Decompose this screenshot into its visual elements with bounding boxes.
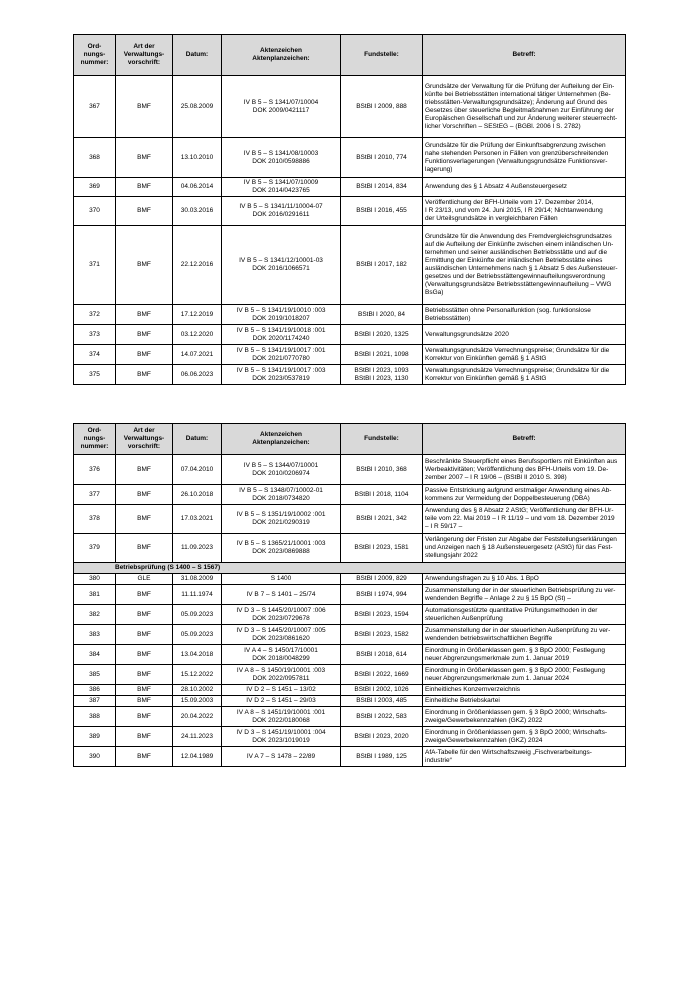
cell-datum: 20.04.2022 (173, 707, 222, 727)
cell-ordnungsnummer: 388 (74, 707, 116, 727)
cell-datum: 28.10.2002 (173, 685, 222, 696)
cell-aktenzeichen: IV B 5 – S 1341/11/10004-07 DOK 2016/0291611 (222, 197, 341, 226)
cell-ordnungsnummer: 383 (74, 625, 116, 645)
table-row (74, 226, 626, 305)
cell-fundstelle: BStBl I 2022, 583 (341, 707, 423, 727)
cell-ordnungsnummer: 380 (74, 574, 116, 585)
cell-art: BMF (116, 505, 173, 534)
cell-datum: 13.04.2018 (173, 645, 222, 665)
cell-art: BMF (116, 696, 173, 707)
cell-ordnungsnummer: 367 (74, 76, 116, 138)
table-row (74, 325, 626, 345)
regulations-table-1 (73, 34, 626, 385)
cell-aktenzeichen: IV B 5 – S 1341/07/10004 DOK 2009/0421117 (222, 76, 341, 138)
cell-betreff: Verwaltungsgrundsätze Verrechnungspreise; Grundsätze für die Korrektur von Einkünften gemäß § 1 AStG (423, 345, 626, 365)
cell-fundstelle: BStBl I 2020, 84 (341, 305, 423, 325)
cell-art: BMF (116, 226, 173, 305)
table-row (74, 534, 626, 563)
cell-fundstelle: BStBl I 2010, 774 (341, 138, 423, 178)
cell-ordnungsnummer: 371 (74, 226, 116, 305)
cell-ordnungsnummer: 382 (74, 605, 116, 625)
cell-fundstelle: BStBl I 2018, 1104 (341, 485, 423, 505)
table-row (74, 574, 626, 585)
cell-fundstelle: BStBl I 2023, 1581 (341, 534, 423, 563)
table-row (74, 197, 626, 226)
cell-datum: 13.10.2010 (173, 138, 222, 178)
cell-betreff: AfA-Tabelle für den Wirtschaftszweig „Fischverarbeitungs- industrie“ (423, 747, 626, 767)
header-ordnungsnummer: Ord- nungs- nummer: (74, 35, 116, 76)
cell-betreff: Anwendungsfragen zu § 10 Abs. 1 BpO (423, 574, 626, 585)
cell-fundstelle: BStBl I 2014, 834 (341, 178, 423, 197)
cell-betreff: Anwendung des § 8 Absatz 2 AStG; Veröffentlichung der BFH-Ur- teile vom 22. Mai 2019 – I R 11/19 – und vom 18. Dezember 2019 – I R 59/17 – (423, 505, 626, 534)
cell-ordnungsnummer: 378 (74, 505, 116, 534)
cell-art: BMF (116, 138, 173, 178)
cell-fundstelle: BStBl I 2010, 368 (341, 455, 423, 485)
cell-datum: 05.09.2023 (173, 625, 222, 645)
cell-datum: 11.09.2023 (173, 534, 222, 563)
cell-datum: 06.06.2023 (173, 365, 222, 385)
cell-ordnungsnummer: 381 (74, 585, 116, 605)
cell-betreff: Grundsätze für die Prüfung der Einkunftsabgrenzung zwischen nahe stehenden Personen in Fällen von grenzüberschreitenden Funktionsverlagerungen (Verwaltungsgrundsätze Funktionsver- lagerung) (423, 138, 626, 178)
cell-datum: 12.04.1989 (173, 747, 222, 767)
cell-art: BMF (116, 178, 173, 197)
cell-aktenzeichen: IV B 5 – S 1365/21/10001 :003 DOK 2023/0869888 (222, 534, 341, 563)
cell-aktenzeichen: IV D 3 – S 1451/19/10001 :004 DOK 2023/1019019 (222, 727, 341, 747)
cell-betreff: Automationsgestützte quantitative Prüfungsmethoden in der steuerlichen Außenprüfung (423, 605, 626, 625)
header-ordnungsnummer: Ord- nungs- nummer: (74, 424, 116, 455)
cell-ordnungsnummer: 377 (74, 485, 116, 505)
cell-art: GLE (116, 574, 173, 585)
cell-datum: 24.11.2023 (173, 727, 222, 747)
cell-datum: 11.11.1974 (173, 585, 222, 605)
cell-aktenzeichen: IV B 5 – S 1341/19/10017 :003 DOK 2023/0537819 (222, 365, 341, 385)
header-aktenzeichen: Aktenzeichen Aktenplanzeichen: (222, 424, 341, 455)
table-row (74, 76, 626, 138)
cell-art: BMF (116, 365, 173, 385)
cell-art: BMF (116, 534, 173, 563)
header-art: Art der Verwaltungs- vorschrift: (116, 424, 173, 455)
table-row (74, 178, 626, 197)
cell-datum: 03.12.2020 (173, 325, 222, 345)
table-row (74, 696, 626, 707)
header-aktenzeichen: Aktenzeichen Aktenplanzeichen: (222, 35, 341, 76)
cell-fundstelle: BStBl I 2022, 1669 (341, 665, 423, 685)
cell-betreff: Passive Entstrickung aufgrund erstmaliger Anwendung eines Ab- kommens zur Vermeidung der Doppelbesteuerung (DBA) (423, 485, 626, 505)
table-row (74, 485, 626, 505)
section-row (74, 563, 626, 574)
table-row (74, 605, 626, 625)
cell-datum: 05.09.2023 (173, 605, 222, 625)
cell-art: BMF (116, 645, 173, 665)
table-row (74, 665, 626, 685)
cell-art: BMF (116, 485, 173, 505)
cell-ordnungsnummer: 375 (74, 365, 116, 385)
cell-ordnungsnummer: 370 (74, 197, 116, 226)
cell-ordnungsnummer: 389 (74, 727, 116, 747)
cell-ordnungsnummer: 373 (74, 325, 116, 345)
table-row (74, 707, 626, 727)
cell-art: BMF (116, 345, 173, 365)
table-row (74, 727, 626, 747)
cell-art: BMF (116, 727, 173, 747)
cell-aktenzeichen: IV D 2 – S 1451 – 29/03 (222, 696, 341, 707)
cell-fundstelle: BStBl I 2023, 2020 (341, 727, 423, 747)
cell-ordnungsnummer: 379 (74, 534, 116, 563)
header-art: Art der Verwaltungs- vorschrift: (116, 35, 173, 76)
header-fundstelle: Fundstelle: (341, 35, 423, 76)
cell-betreff: Veröffentlichung der BFH-Urteile vom 17. Dezember 2014, I R 23/13, und vom 24. Juni 2015, I R 29/14; Nichtanwendung der Urteilsgrundsätze in vergleichbaren Fällen (423, 197, 626, 226)
cell-betreff: Einheitliches Konzernverzeichnis (423, 685, 626, 696)
cell-datum: 07.04.2010 (173, 455, 222, 485)
cell-datum: 15.12.2022 (173, 665, 222, 685)
header-datum: Datum: (173, 35, 222, 76)
cell-betreff: Anwendung des § 1 Absatz 4 Außensteuergesetz (423, 178, 626, 197)
header-betreff: Betreff: (423, 424, 626, 455)
cell-art: BMF (116, 76, 173, 138)
cell-aktenzeichen: IV B 5 – S 1348/07/10002-01 DOK 2018/0734820 (222, 485, 341, 505)
header-fundstelle: Fundstelle: (341, 424, 423, 455)
table-row (74, 455, 626, 485)
cell-datum: 31.08.2009 (173, 574, 222, 585)
cell-aktenzeichen: IV B 5 – S 1341/19/10017 :001 DOK 2021/0770780 (222, 345, 341, 365)
table-row (74, 625, 626, 645)
cell-betreff: Grundsätze der Verwaltung für die Prüfung der Aufteilung der Ein- künfte bei Betriebsstätten international tätiger Unternehmen (Be- triebsstätten-Verwaltungsgrundsätze); Änderung auf Grund des Gesetzes über steuerliche Begleitmaßnahmen zur Einführung der Europäischen Gesellschaft und zur Änderung weiterer steuerrecht- licher Vorschriften – SEStEG – (BGBl. 2006 I S. 2782) (423, 76, 626, 138)
cell-betreff: Einheitliche Betriebskartei (423, 696, 626, 707)
cell-aktenzeichen: IV A 8 – S 1451/19/10001 :001 DOK 2022/0180068 (222, 707, 341, 727)
table-row (74, 345, 626, 365)
cell-art: BMF (116, 625, 173, 645)
cell-fundstelle: BStBl I 1989, 125 (341, 747, 423, 767)
cell-fundstelle: BStBl I 2009, 888 (341, 76, 423, 138)
cell-aktenzeichen: IV B 5 – S 1341/07/10009 DOK 2014/0423765 (222, 178, 341, 197)
table-row (74, 305, 626, 325)
cell-fundstelle: BStBl I 2002, 1026 (341, 685, 423, 696)
cell-datum: 30.03.2016 (173, 197, 222, 226)
cell-aktenzeichen: IV A 8 – S 1450/19/10001 :003 DOK 2022/0957811 (222, 665, 341, 685)
table-header (74, 35, 626, 76)
cell-fundstelle: BStBl I 2023, 1093 BStBl I 2023, 1130 (341, 365, 423, 385)
cell-fundstelle: BStBl I 2023, 1582 (341, 625, 423, 645)
cell-fundstelle: BStBl I 2020, 1325 (341, 325, 423, 345)
cell-art: BMF (116, 325, 173, 345)
cell-art: BMF (116, 605, 173, 625)
cell-art: BMF (116, 585, 173, 605)
cell-datum: 04.06.2014 (173, 178, 222, 197)
cell-betreff: Zusammenstellung der in der steuerlichen Außenprüfung zu ver- wendenden betriebswirtschaftlichen Begriffe (423, 625, 626, 645)
cell-fundstelle: BStBl I 2021, 342 (341, 505, 423, 534)
cell-ordnungsnummer: 386 (74, 685, 116, 696)
cell-ordnungsnummer: 376 (74, 455, 116, 485)
cell-fundstelle: BStBl I 2016, 455 (341, 197, 423, 226)
cell-aktenzeichen: IV B 5 – S 1341/12/10001-03 DOK 2016/1066571 (222, 226, 341, 305)
cell-aktenzeichen: IV B 5 – S 1341/08/10003 DOK 2010/0598886 (222, 138, 341, 178)
cell-aktenzeichen: IV B 5 – S 1351/19/10002 :001 DOK 2021/0290319 (222, 505, 341, 534)
cell-art: BMF (116, 665, 173, 685)
cell-ordnungsnummer: 385 (74, 665, 116, 685)
cell-betreff: Verwaltungsgrundsätze Verrechnungspreise; Grundsätze für die Korrektur von Einkünften gemäß § 1 AStG (423, 365, 626, 385)
cell-art: BMF (116, 747, 173, 767)
cell-betreff: Zusammenstellung der in der steuerlichen Betriebsprüfung zu ver- wendenden Begriffe – Anlage 2 zu § 15 BpO (St) – (423, 585, 626, 605)
cell-fundstelle: BStBl I 2003, 485 (341, 696, 423, 707)
cell-ordnungsnummer: 390 (74, 747, 116, 767)
cell-datum: 15.09.2003 (173, 696, 222, 707)
cell-fundstelle: BStBl I 2018, 614 (341, 645, 423, 665)
cell-betreff: Verwaltungsgrundsätze 2020 (423, 325, 626, 345)
regulations-table-2 (73, 423, 626, 767)
cell-aktenzeichen: IV B 5 – S 1341/19/10010 :003 DOK 2019/1018207 (222, 305, 341, 325)
cell-betreff: Grundsätze für die Anwendung des Fremdvergleichsgrundsatzes auf die Aufteilung der Einkünfte zwischen einem inländischen Un- ternehmen und seiner ausländischen Betriebsstätte und auf die Ermittlung der Einkünfte der inländischen Betriebsstätte eines ausländischen Unternehmens nach § 1 Absatz 5 des Außensteuer- gesetzes und der Betriebsstättengewinnaufteilungsverordnung (Verwaltungsgrundsätze Betriebsstättengewinnaufteilung – VWG BsGa) (423, 226, 626, 305)
cell-betreff: Einordnung in Größenklassen gem. § 3 BpO 2000; Wirtschafts- zweige/Gewerbekennzahlen (GKZ) 2022 (423, 707, 626, 727)
cell-datum: 22.12.2016 (173, 226, 222, 305)
table-row (74, 138, 626, 178)
cell-art: BMF (116, 305, 173, 325)
table-row (74, 645, 626, 665)
cell-betreff: Betriebsstätten ohne Personalfunktion (sog. funktionslose Betriebsstätten) (423, 305, 626, 325)
section-heading: Betriebsprüfung (S 1400 – S 1567) (74, 563, 626, 574)
cell-aktenzeichen: IV A 4 – S 1450/17/10001 DOK 2018/0048299 (222, 645, 341, 665)
table-row (74, 585, 626, 605)
table-row (74, 365, 626, 385)
cell-aktenzeichen: IV D 3 – S 1445/20/10007 :005 DOK 2023/0861620 (222, 625, 341, 645)
cell-betreff: Einordnung in Größenklassen gem. § 3 BpO 2000; Festlegung neuer Abgrenzungsmerkmale zum 1. Januar 2019 (423, 645, 626, 665)
cell-ordnungsnummer: 369 (74, 178, 116, 197)
cell-ordnungsnummer: 372 (74, 305, 116, 325)
cell-betreff: Einordnung in Größenklassen gem. § 3 BpO 2000; Wirtschafts- zweige/Gewerbekennzahlen (GKZ) 2024 (423, 727, 626, 747)
cell-betreff: Verlängerung der Fristen zur Abgabe der Feststellungserklärungen und Anzeigen nach § 18 Außensteuergesetz (AStG) für das Fest- stellungsjahr 2022 (423, 534, 626, 563)
table-row (74, 747, 626, 767)
cell-art: BMF (116, 197, 173, 226)
cell-datum: 17.03.2021 (173, 505, 222, 534)
header-betreff: Betreff: (423, 35, 626, 76)
cell-ordnungsnummer: 384 (74, 645, 116, 665)
cell-fundstelle: BStBl I 2017, 182 (341, 226, 423, 305)
cell-aktenzeichen: IV D 3 – S 1445/20/10007 :006 DOK 2023/0729678 (222, 605, 341, 625)
cell-art: BMF (116, 685, 173, 696)
cell-datum: 25.08.2009 (173, 76, 222, 138)
cell-aktenzeichen: IV B 5 – S 1344/07/10001 DOK 2010/0206974 (222, 455, 341, 485)
cell-fundstelle: BStBl I 2021, 1098 (341, 345, 423, 365)
cell-ordnungsnummer: 368 (74, 138, 116, 178)
cell-aktenzeichen: IV B 5 – S 1341/19/10018 :001 DOK 2020/1174240 (222, 325, 341, 345)
table-row (74, 685, 626, 696)
cell-datum: 17.12.2019 (173, 305, 222, 325)
cell-aktenzeichen: S 1400 (222, 574, 341, 585)
cell-datum: 26.10.2018 (173, 485, 222, 505)
table-row (74, 505, 626, 534)
cell-ordnungsnummer: 387 (74, 696, 116, 707)
cell-art: BMF (116, 455, 173, 485)
cell-datum: 14.07.2021 (173, 345, 222, 365)
header-datum: Datum: (173, 424, 222, 455)
cell-fundstelle: BStBl I 2023, 1594 (341, 605, 423, 625)
cell-ordnungsnummer: 374 (74, 345, 116, 365)
cell-aktenzeichen: IV B 7 – S 1401 – 25/74 (222, 585, 341, 605)
cell-art: BMF (116, 707, 173, 727)
cell-aktenzeichen: IV D 2 – S 1451 – 13/02 (222, 685, 341, 696)
cell-fundstelle: BStBl I 2009, 829 (341, 574, 423, 585)
cell-aktenzeichen: IV A 7 – S 1478 – 22/89 (222, 747, 341, 767)
cell-fundstelle: BStBl I 1974, 994 (341, 585, 423, 605)
cell-betreff: Beschränkte Steuerpflicht eines Berufssportlers mit Einkünften aus Werbeaktivitäten; Veröffentlichung des BFH-Urteils vom 19. De- zember 2007 – I R 19/06 – (BStBl II 2010 S. 398) (423, 455, 626, 485)
table-header (74, 424, 626, 455)
cell-betreff: Einordnung in Größenklassen gem. § 3 BpO 2000; Festlegung neuer Abgrenzungsmerkmale zum 1. Januar 2024 (423, 665, 626, 685)
